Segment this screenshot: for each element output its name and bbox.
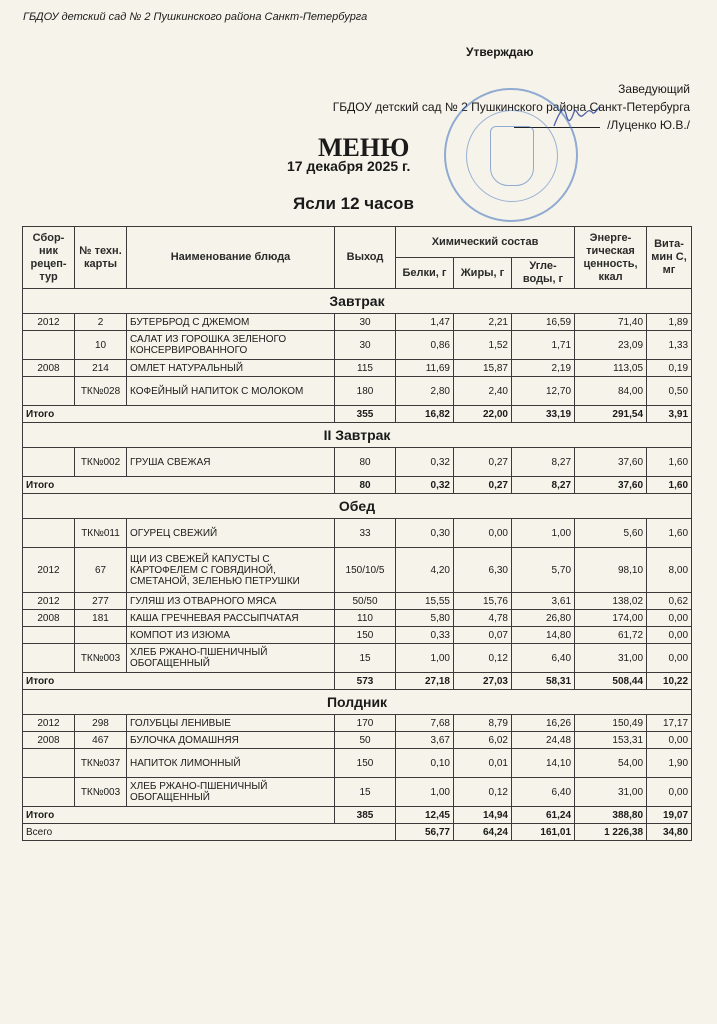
col-protein: Белки, г (396, 258, 454, 289)
vitamin-cell: 1,60 (647, 448, 692, 477)
col-output: Выход (335, 227, 396, 289)
vitamin-cell: 0,00 (647, 778, 692, 807)
col-chem: Химический состав (396, 227, 575, 258)
energy-cell: 150,49 (575, 715, 647, 732)
dish-name-cell: ГУЛЯШ ИЗ ОТВАРНОГО МЯСА (127, 593, 335, 610)
total-vitamin: 3,91 (647, 406, 692, 423)
grand-total-protein: 56,77 (396, 824, 454, 841)
fat-cell: 15,87 (454, 360, 512, 377)
menu-table (22, 226, 692, 841)
card-cell: ТК№002 (75, 448, 127, 477)
protein-cell: 3,67 (396, 732, 454, 749)
dish-name-cell: ГОЛУБЦЫ ЛЕНИВЫЕ (127, 715, 335, 732)
vitamin-cell: 0,19 (647, 360, 692, 377)
total-vitamin: 1,60 (647, 477, 692, 494)
total-energy: 508,44 (575, 673, 647, 690)
collection-cell: 2008 (23, 732, 75, 749)
col-energy: Энерге-тическая ценность, ккал (575, 227, 647, 289)
section-header (23, 289, 692, 314)
carbs-cell: 6,40 (512, 778, 575, 807)
fat-cell: 0,12 (454, 644, 512, 673)
energy-cell: 5,60 (575, 519, 647, 548)
table-row (23, 732, 692, 749)
fat-cell: 0,27 (454, 448, 512, 477)
output-cell: 50/50 (335, 593, 396, 610)
carbs-cell: 8,27 (512, 448, 575, 477)
dish-name-cell: ЩИ ИЗ СВЕЖЕЙ КАПУСТЫ С КАРТОФЕЛЕМ С ГОВЯДИНОЙ, СМЕТАНОЙ, ЗЕЛЕНЬЮ ПЕТРУШКИ (127, 548, 335, 593)
card-cell: 10 (75, 331, 127, 360)
output-cell: 110 (335, 610, 396, 627)
table-row (23, 610, 692, 627)
card-cell: ТК№003 (75, 644, 127, 673)
table-row (23, 360, 692, 377)
dish-name-cell: ОГУРЕЦ СВЕЖИЙ (127, 519, 335, 548)
fat-cell: 0,01 (454, 749, 512, 778)
carbs-cell: 3,61 (512, 593, 575, 610)
carbs-cell: 1,00 (512, 519, 575, 548)
carbs-cell: 14,10 (512, 749, 575, 778)
energy-cell: 37,60 (575, 448, 647, 477)
dish-name-cell: БУТЕРБРОД С ДЖЕМОМ (127, 314, 335, 331)
fat-cell: 4,78 (454, 610, 512, 627)
protein-cell: 15,55 (396, 593, 454, 610)
output-cell: 30 (335, 314, 396, 331)
energy-cell: 113,05 (575, 360, 647, 377)
fat-cell: 0,07 (454, 627, 512, 644)
fat-cell: 15,76 (454, 593, 512, 610)
protein-cell: 5,80 (396, 610, 454, 627)
total-vitamin: 19,07 (647, 807, 692, 824)
protein-cell: 11,69 (396, 360, 454, 377)
collection-cell (23, 749, 75, 778)
table-row (23, 377, 692, 406)
section-total-row (23, 406, 692, 423)
carbs-cell: 12,70 (512, 377, 575, 406)
total-label: Итого (23, 807, 335, 824)
collection-cell (23, 448, 75, 477)
protein-cell: 0,32 (396, 448, 454, 477)
carbs-cell: 6,40 (512, 644, 575, 673)
dish-name-cell: ОМЛЕТ НАТУРАЛЬНЫЙ (127, 360, 335, 377)
card-cell: 298 (75, 715, 127, 732)
table-row (23, 548, 692, 593)
protein-cell: 0,33 (396, 627, 454, 644)
grand-total-energy: 1 226,38 (575, 824, 647, 841)
card-cell: ТК№003 (75, 778, 127, 807)
collection-cell: 2012 (23, 314, 75, 331)
table-row (23, 314, 692, 331)
vitamin-cell: 8,00 (647, 548, 692, 593)
vitamin-cell: 0,50 (647, 377, 692, 406)
section-title: Полдник (23, 690, 692, 715)
carbs-cell: 16,26 (512, 715, 575, 732)
protein-cell: 0,30 (396, 519, 454, 548)
grand-total-vitamin: 34,80 (647, 824, 692, 841)
table-row (23, 749, 692, 778)
output-cell: 170 (335, 715, 396, 732)
collection-cell: 2012 (23, 715, 75, 732)
table-row (23, 627, 692, 644)
carbs-cell: 16,59 (512, 314, 575, 331)
energy-cell: 61,72 (575, 627, 647, 644)
grand-total-row (23, 824, 692, 841)
energy-cell: 84,00 (575, 377, 647, 406)
total-carbs: 61,24 (512, 807, 575, 824)
table-row (23, 778, 692, 807)
section-total-row (23, 477, 692, 494)
fat-cell: 0,12 (454, 778, 512, 807)
col-card: № техн. карты (75, 227, 127, 289)
section-title: Завтрак (23, 289, 692, 314)
card-cell: 2 (75, 314, 127, 331)
grand-total-carbs: 161,01 (512, 824, 575, 841)
total-protein: 0,32 (396, 477, 454, 494)
total-output: 355 (335, 406, 396, 423)
total-output: 573 (335, 673, 396, 690)
total-carbs: 33,19 (512, 406, 575, 423)
card-cell: 277 (75, 593, 127, 610)
dish-name-cell: НАПИТОК ЛИМОННЫЙ (127, 749, 335, 778)
grand-total-fat: 64,24 (454, 824, 512, 841)
energy-cell: 31,00 (575, 778, 647, 807)
table-row (23, 448, 692, 477)
protein-cell: 0,10 (396, 749, 454, 778)
protein-cell: 1,47 (396, 314, 454, 331)
energy-cell: 174,00 (575, 610, 647, 627)
carbs-cell: 24,48 (512, 732, 575, 749)
dish-name-cell: ГРУША СВЕЖАЯ (127, 448, 335, 477)
total-fat: 22,00 (454, 406, 512, 423)
dish-name-cell: ХЛЕБ РЖАНО-ПШЕНИЧНЫЙ ОБОГАЩЕННЫЙ (127, 644, 335, 673)
table-row (23, 331, 692, 360)
output-cell: 80 (335, 448, 396, 477)
head-organization: ГБДОУ детский сад № 2 Пушкинского района Санкт-Петербурга (332, 100, 690, 114)
output-cell: 30 (335, 331, 396, 360)
dish-name-cell: ХЛЕБ РЖАНО-ПШЕНИЧНЫЙ ОБОГАЩЕННЫЙ (127, 778, 335, 807)
collection-cell (23, 627, 75, 644)
total-output: 80 (335, 477, 396, 494)
card-cell (75, 627, 127, 644)
fat-cell: 6,02 (454, 732, 512, 749)
total-protein: 27,18 (396, 673, 454, 690)
output-cell: 115 (335, 360, 396, 377)
menu-date: 17 декабря 2025 г. (287, 158, 411, 174)
vitamin-cell: 1,89 (647, 314, 692, 331)
total-energy: 388,80 (575, 807, 647, 824)
carbs-cell: 26,80 (512, 610, 575, 627)
group-title: Ясли 12 часов (293, 194, 414, 213)
signature-icon (552, 104, 602, 130)
carbs-cell: 1,71 (512, 331, 575, 360)
collection-cell (23, 377, 75, 406)
table-row (23, 593, 692, 610)
vitamin-cell: 0,00 (647, 610, 692, 627)
total-output: 385 (335, 807, 396, 824)
card-cell: 467 (75, 732, 127, 749)
output-cell: 50 (335, 732, 396, 749)
fat-cell: 2,40 (454, 377, 512, 406)
col-carbs: Угле-воды, г (512, 258, 575, 289)
vitamin-cell: 1,90 (647, 749, 692, 778)
carbs-cell: 2,19 (512, 360, 575, 377)
output-cell: 180 (335, 377, 396, 406)
card-cell: 181 (75, 610, 127, 627)
total-fat: 0,27 (454, 477, 512, 494)
dish-name-cell: БУЛОЧКА ДОМАШНЯЯ (127, 732, 335, 749)
protein-cell: 1,00 (396, 644, 454, 673)
col-fat: Жиры, г (454, 258, 512, 289)
energy-cell: 153,31 (575, 732, 647, 749)
col-vitamin: Вита-мин С, мг (647, 227, 692, 289)
vitamin-cell: 17,17 (647, 715, 692, 732)
fat-cell: 6,30 (454, 548, 512, 593)
total-label: Итого (23, 477, 335, 494)
total-carbs: 58,31 (512, 673, 575, 690)
carbs-cell: 5,70 (512, 548, 575, 593)
head-position: Заведующий (618, 82, 690, 96)
total-vitamin: 10,22 (647, 673, 692, 690)
col-dish: Наименование блюда (127, 227, 335, 289)
total-label: Итого (23, 673, 335, 690)
dish-name-cell: КАША ГРЕЧНЕВАЯ РАССЫПЧАТАЯ (127, 610, 335, 627)
collection-cell: 2012 (23, 593, 75, 610)
dish-name-cell: КОФЕЙНЫЙ НАПИТОК С МОЛОКОМ (127, 377, 335, 406)
vitamin-cell: 1,60 (647, 519, 692, 548)
collection-cell: 2012 (23, 548, 75, 593)
card-cell: ТК№037 (75, 749, 127, 778)
output-cell: 150 (335, 627, 396, 644)
head-name: /Луценко Ю.В./ (607, 118, 690, 132)
energy-cell: 31,00 (575, 644, 647, 673)
output-cell: 150/10/5 (335, 548, 396, 593)
output-cell: 150 (335, 749, 396, 778)
dish-name-cell: САЛАТ ИЗ ГОРОШКА ЗЕЛЕНОГО КОНСЕРВИРОВАННОГО (127, 331, 335, 360)
protein-cell: 0,86 (396, 331, 454, 360)
section-total-row (23, 673, 692, 690)
card-cell: 214 (75, 360, 127, 377)
table-row (23, 644, 692, 673)
approve-label: Утверждаю (466, 45, 534, 59)
total-label: Итого (23, 406, 335, 423)
collection-cell: 2008 (23, 360, 75, 377)
total-fat: 27,03 (454, 673, 512, 690)
table-row (23, 519, 692, 548)
section-total-row (23, 807, 692, 824)
vitamin-cell: 0,62 (647, 593, 692, 610)
vitamin-cell: 1,33 (647, 331, 692, 360)
collection-cell (23, 778, 75, 807)
total-fat: 14,94 (454, 807, 512, 824)
collection-cell (23, 331, 75, 360)
table-row (23, 715, 692, 732)
dish-name-cell: КОМПОТ ИЗ ИЗЮМА (127, 627, 335, 644)
collection-cell (23, 644, 75, 673)
section-header (23, 690, 692, 715)
total-protein: 12,45 (396, 807, 454, 824)
energy-cell: 98,10 (575, 548, 647, 593)
carbs-cell: 14,80 (512, 627, 575, 644)
fat-cell: 2,21 (454, 314, 512, 331)
energy-cell: 138,02 (575, 593, 647, 610)
protein-cell: 4,20 (396, 548, 454, 593)
card-cell: 67 (75, 548, 127, 593)
fat-cell: 1,52 (454, 331, 512, 360)
protein-cell: 1,00 (396, 778, 454, 807)
fat-cell: 8,79 (454, 715, 512, 732)
organization-header: ГБДОУ детский сад № 2 Пушкинского района Санкт-Петербурга (23, 11, 368, 23)
vitamin-cell: 0,00 (647, 644, 692, 673)
energy-cell: 54,00 (575, 749, 647, 778)
output-cell: 15 (335, 644, 396, 673)
card-cell: ТК№028 (75, 377, 127, 406)
total-protein: 16,82 (396, 406, 454, 423)
collection-cell (23, 519, 75, 548)
energy-cell: 23,09 (575, 331, 647, 360)
energy-cell: 71,40 (575, 314, 647, 331)
collection-cell: 2008 (23, 610, 75, 627)
section-title: Обед (23, 494, 692, 519)
vitamin-cell: 0,00 (647, 627, 692, 644)
fat-cell: 0,00 (454, 519, 512, 548)
output-cell: 15 (335, 778, 396, 807)
vitamin-cell: 0,00 (647, 732, 692, 749)
total-carbs: 8,27 (512, 477, 575, 494)
total-energy: 37,60 (575, 477, 647, 494)
page-title: МЕНЮ (318, 133, 410, 162)
col-collection: Сбор-ник рецеп-тур (23, 227, 75, 289)
grand-total-label: Всего (23, 824, 396, 841)
output-cell: 33 (335, 519, 396, 548)
total-energy: 291,54 (575, 406, 647, 423)
section-header (23, 494, 692, 519)
section-title: II Завтрак (23, 423, 692, 448)
protein-cell: 2,80 (396, 377, 454, 406)
card-cell: ТК№011 (75, 519, 127, 548)
protein-cell: 7,68 (396, 715, 454, 732)
section-header (23, 423, 692, 448)
